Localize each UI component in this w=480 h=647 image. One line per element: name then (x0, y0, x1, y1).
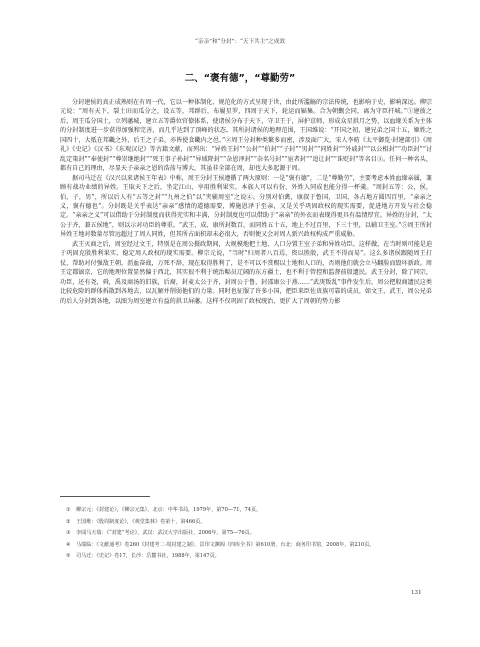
footnote-text: 李闻马天瑞：《“封建”考论》，武汉：武汉大学出版社，2006年，第75—76页。 (76, 530, 255, 537)
paragraph-2: 据司马迁在《汉兴以来诸侯王年表》中称，周王分封王侯遵循了两大原则：一是“褒有德”，二是“尊勤劳”，主要考虑本姓血缘亲属，兼顾有战功业绩的异姓。王取天下之后，坐定江山，享用胜利果实，本族人可以有份，外姓人同成也能分得一杯羹。“周封五等：公，侯，伯，子，男”，所以后人有“五等之封”“九州之伯”以“夹辅周室”之说④。分别对伯禽，康叔于鲁国，卫国，各占地方圆四百里，“亲亲之义，褒有德也”。分封既是关乎表达“亲亲”感情的道德需要，博施恩泽于至亲，又是关乎巩固政权的现实需要，促进地方开发与社会稳定。“亲亲之义”可以借助于分封制度而获得充实和丰满，分封制度也可以借助于“亲亲”的外衣而表现得更具有温情厚宜。异姓的分封，“太公于齐，兼五侯地”，则以示对功臣的尊重。“武王、成、康所封数百，而同姓五十五，地上不过百里，下三十里，以辅卫王室。”⑤周王所封异姓王地对数量尽管远超过了周人同姓，但其所占面积却未必很大，否则便又会对周人新兴政权构成严重威胁。 (60, 174, 432, 239)
footnote-number: ④ (66, 541, 71, 548)
footnote-number: ② (66, 518, 71, 525)
paragraph-1: 分封建侯的真正成熟则在有周一代，它以一种体制化、规范化的方式呈现于世，由此所滥觞的宗法传统，也影响于史，影响深远。柳宗元说：“周有天下，裂土田而瓜分之，设五等，邦群后，布履星罗，四周于天下，轮运而辐集。合为朝觐会同，离为守臣扞城。”①建彼之后，周王瓜分国土，立列藩城，建立五等爵位官僚体系，使诸侯分布于天下，守卫王于，屏护京师，形成众星拱月之势，以血缘关系为主体的分封制度进一步获得加强和完善，而几乎达到了顶峰的状态。其所封诸侯的地理范围，王国维说：“开国之初，建兄弟之国十五，姬姓之国四十，大抵在邦畿之外，后王之子弟，亦皆使食畿内之邑。”②周王分封种类繁多而密，涉及面广大，宋人李昉《太平御览·封建部引》《周礼》《史记》《汉书》《东观汉记》等古籍文献，而列出：“异姓王封”“公封”“伯封”“子封”“男封”“同姓封”“外戚封”“以公相封”“功臣封”“讨乱定策封”“奉使封”“尊崇继绝封”“死王事子孙封”“异域降封”“杂恩泽封”“杂名号封”“宦者封”“追让封”“诛贬封”等名目③。任何一种名头，都有自己的理由，尽显天子亲亲之恩的浩荡与博大，其虽非全部在周，却也大多起源于周。 (60, 99, 432, 173)
footnote (66, 551, 426, 563)
footnote-number: ① (66, 507, 71, 513)
section-title: 二、“褒有德”，“尊勤劳” (184, 73, 296, 84)
footnote-text: 王国维：《殷周制度论》，《观堂集林》卷第十，第466页。 (76, 518, 206, 525)
footnotes (66, 505, 426, 563)
paragraph-3: 武王灭商之后，周室经过文王，特别是在周公摄政期间，大规模地把土地、人口分置王室子弟和异姓功臣。这样做，在当时则可能是迫于巩固克殷胜利果实、稳定周人政权的现实需要。柳宗元说，“当时”归周者八百焉，资以胜殷，武王不得而易”。这么多诸侯跟随周王打仗，帮助对付强敌王朝，沥血奋战，万死不辞，现在取得胜利了，是不可以不赏赐以土地和人口的，否则他们就会立马翻脸而毁坏新政。周王定都镐京，它的地理位置显然偏于西北，其实很不利于统治幅员辽阔的东方疆土，也不利于管控和监督前殷遗民。武王分封，除了同宗，功臣，还有尧，舜，禹及商汤的旧族，后裔，封麦太公于齐，封周公于鲁，封邵康公于燕……“武庚叛乱”事件发生后，周公把殷商遗民这类比较危险的群体拆散到各地去，以瓦解并削弱他们的力量。同时也征服了许多小国，把臣来臣佐贵族可靠的成员，如文王，武王，周公兄弟的后人分封到各地，以图为周室建立有益的拱卫屏藩。这样不仅巩固了政权统治，更扩大了周朝的势力影 (60, 240, 432, 305)
footnote (66, 517, 426, 529)
footnote-divider (60, 496, 150, 497)
footnote-number: ⑤ (66, 553, 71, 560)
footnote-text: 马端临：《文献通考》卷260《封建考二·周封建之制》，景印文渊阁《四库全书》第610册，台北：商务印书馆，2008年，第210页。 (76, 541, 375, 548)
footnote-number: ③ (66, 530, 71, 537)
footnote-text: 司马迁：《史记》卷17，长沙：岳麓书社，1988年，第147页。 (76, 553, 220, 560)
footnote (66, 540, 426, 552)
footnote-text: 柳宗元：《封建论》，《柳宗元集》，北京：中华书局，1979年，第70—71，74页。 (76, 507, 262, 513)
running-header: “亲亲”和“分封”：“天下共主”之成效 (195, 39, 285, 45)
footnote (66, 505, 426, 517)
body-text (60, 98, 432, 306)
page-number: 131 (411, 590, 422, 596)
footnote (66, 528, 426, 540)
